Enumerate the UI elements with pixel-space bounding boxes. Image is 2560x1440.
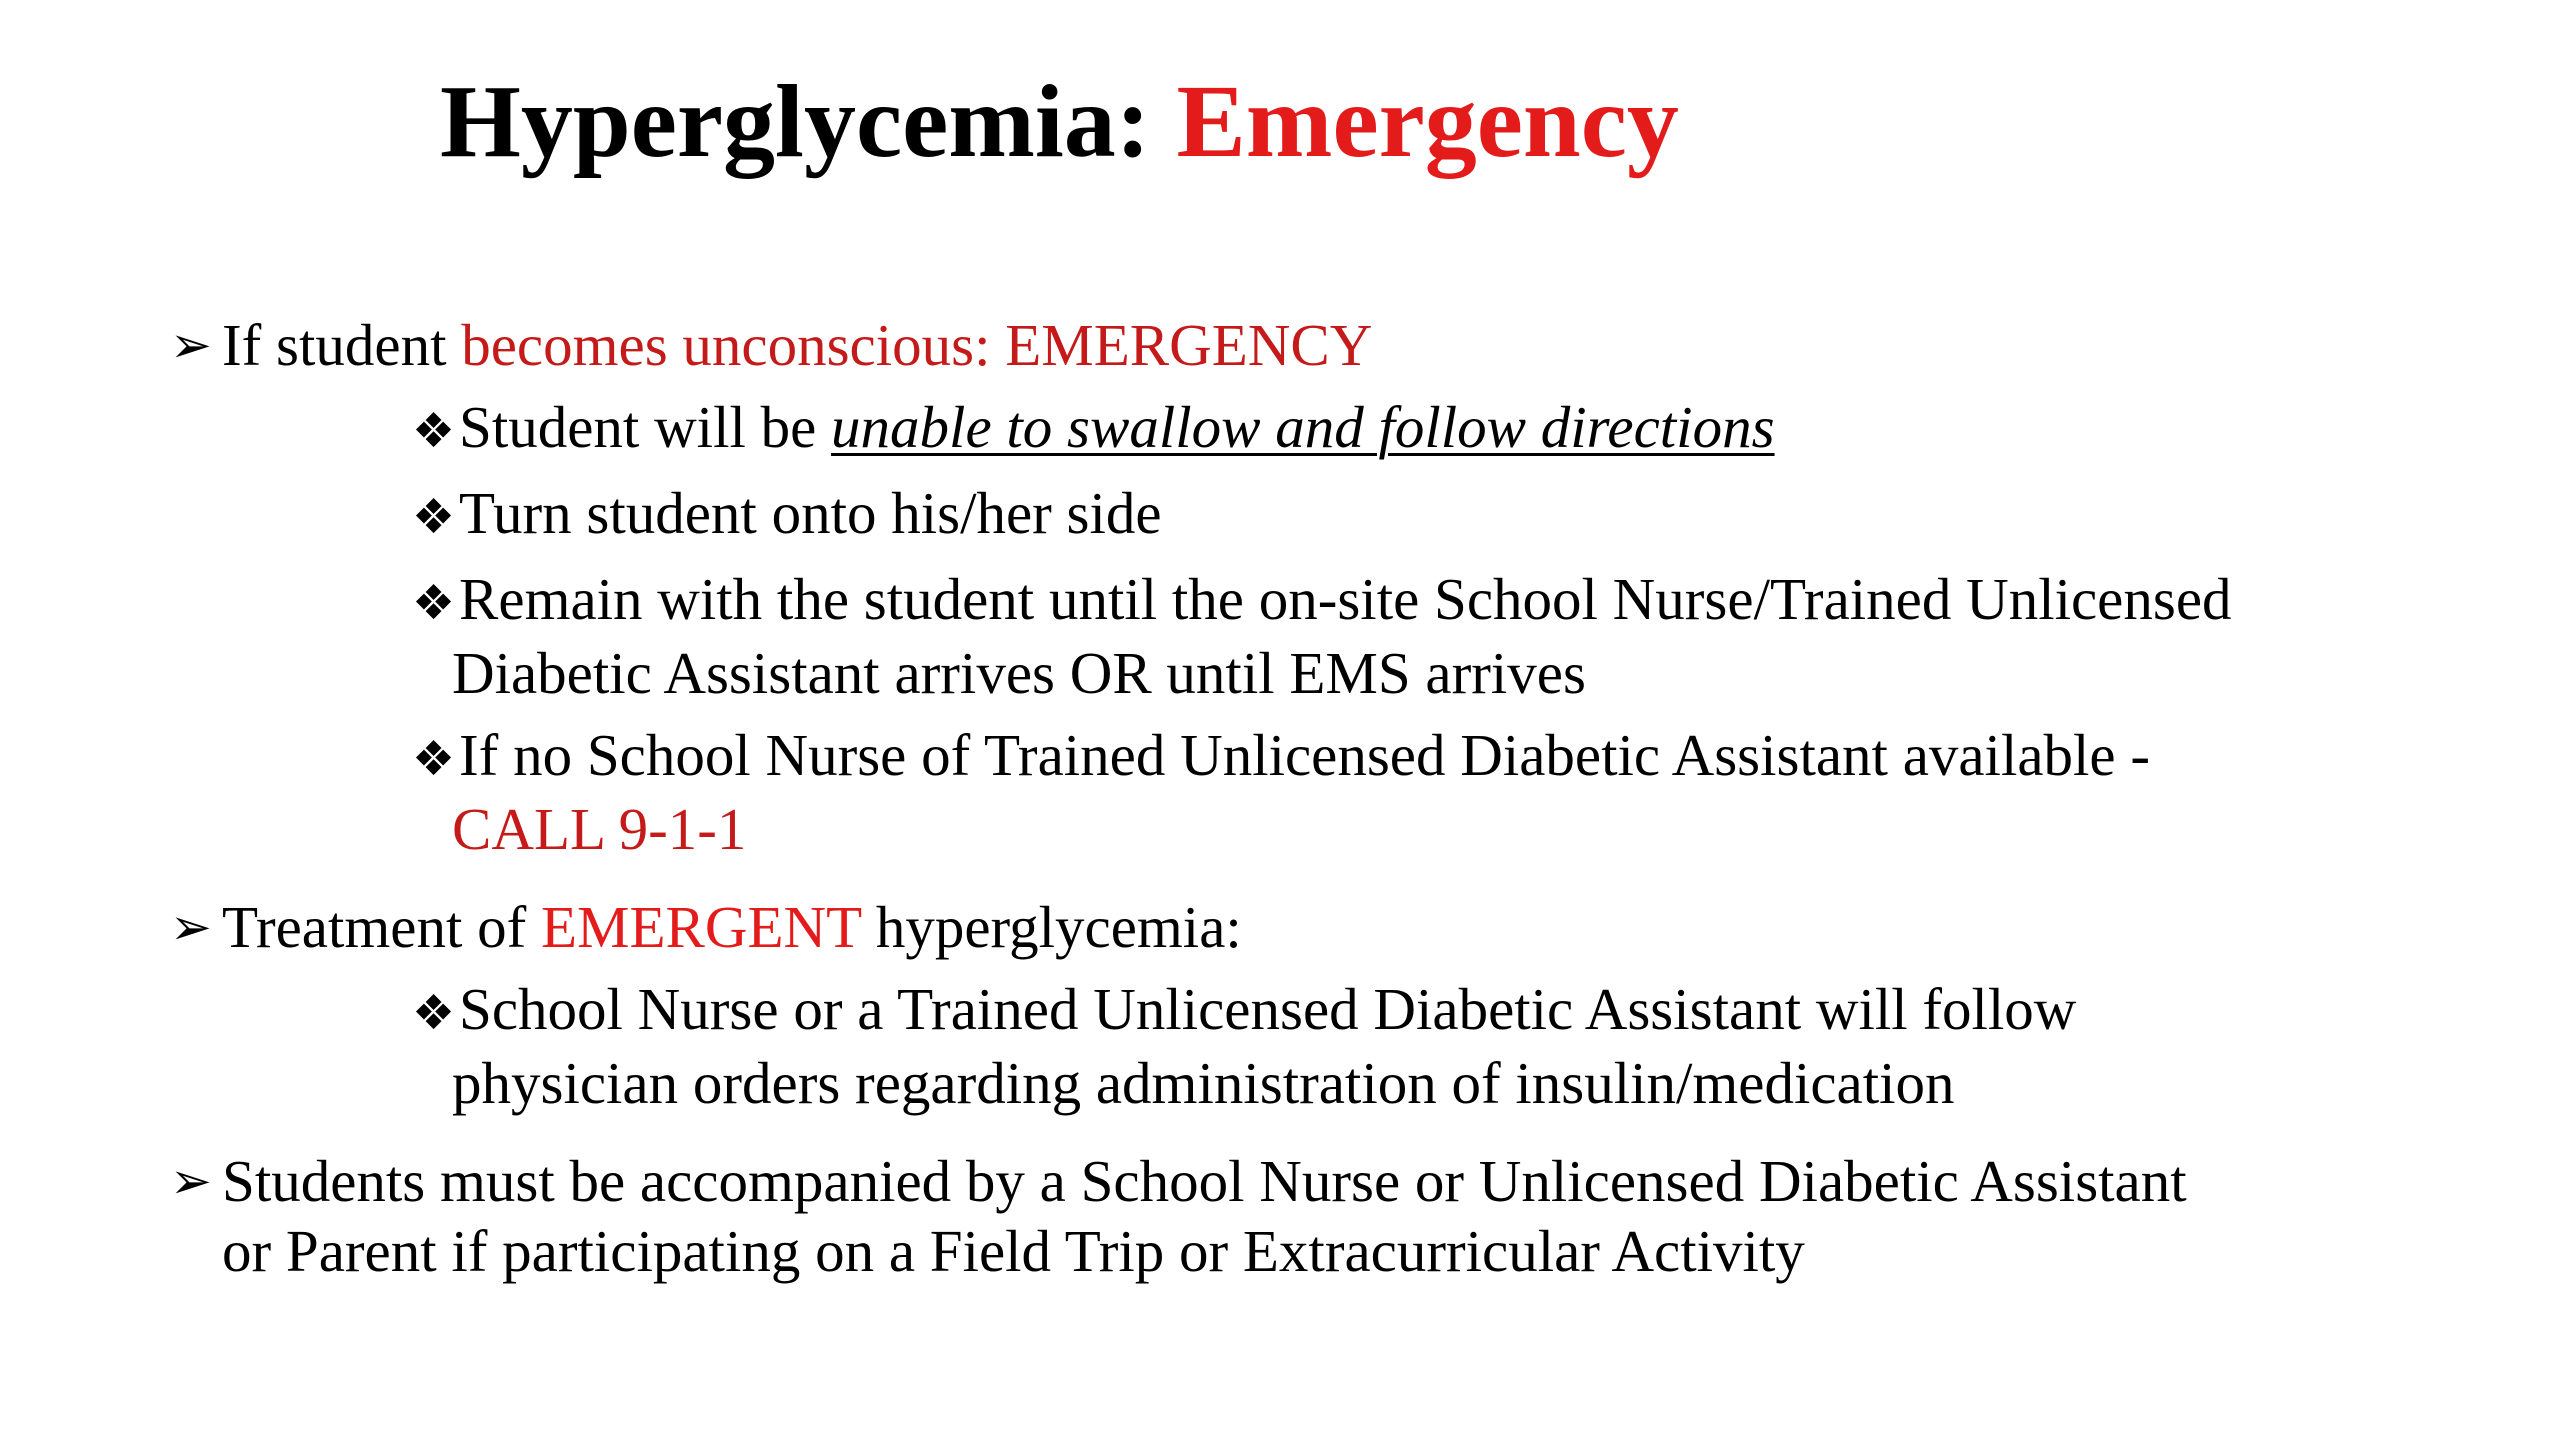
sub-bullet-text: Student will be [459,394,832,460]
bullet-text-red: becomes unconscious: EMERGENCY [461,312,1373,378]
four-diamond-bullet-icon: ❖ [412,731,456,787]
bullet-unconscious [170,310,2500,380]
sub-bullet-remain [412,564,2500,708]
bullet-text: If student [222,312,462,378]
bullet-field-trip [170,1146,2500,1286]
bullet-treatment [170,892,2500,962]
four-diamond-bullet-icon: ❖ [412,489,456,545]
slide-body [170,310,2500,1312]
sub-bullet-text-line1: School Nurse or a Trained Unlicensed Diabetic Assistant will follow [459,976,2077,1042]
four-diamond-bullet-icon: ❖ [412,575,456,631]
sub-bullet-text-line1: If no School Nurse of Trained Unlicensed Diabetic Assistant available - [459,722,2151,788]
sub-bullet-text-line2: physician orders regarding administration of insulin/medication [452,1050,1955,1116]
call-911-text: CALL 9-1-1 [452,796,747,862]
bullet-text-after: hyperglycemia: [861,894,1242,960]
sub-bullet-swallow [412,392,2500,466]
arrowhead-bullet-icon: ➢ [170,316,212,374]
bullet-text-line2: or Parent if participating on a Field Trip or Extracurricular Activity [222,1218,1805,1284]
sub-bullet-turn-side [412,478,2500,552]
arrowhead-bullet-icon: ➢ [170,898,212,956]
sub-bullet-physician-orders [412,974,2500,1118]
sub-bullet-text-line1: Remain with the student until the on-site School Nurse/Trained Unlicensed [459,566,2232,632]
bullet-text: Treatment of [222,894,541,960]
sub-bullet-call-911 [412,720,2500,864]
four-diamond-bullet-icon: ❖ [412,985,456,1041]
slide-title [440,60,1679,185]
sub-bullet-text: Turn student onto his/her side [459,480,1162,546]
four-diamond-bullet-icon: ❖ [412,403,456,459]
sub-bullet-text-line2: Diabetic Assistant arrives OR until EMS arrives [452,640,1586,706]
bullet-text-line1: Students must be accompanied by a School Nurse or Unlicensed Diabetic Assistant [222,1148,2187,1214]
sub-bullet-emphasis: unable to swallow and follow directions [831,394,1775,460]
arrowhead-bullet-icon: ➢ [170,1152,212,1210]
bullet-text-red: EMERGENT [541,894,862,960]
title-emphasis: Emergency [1176,64,1679,179]
title-prefix: Hyperglycemia: [440,64,1177,179]
